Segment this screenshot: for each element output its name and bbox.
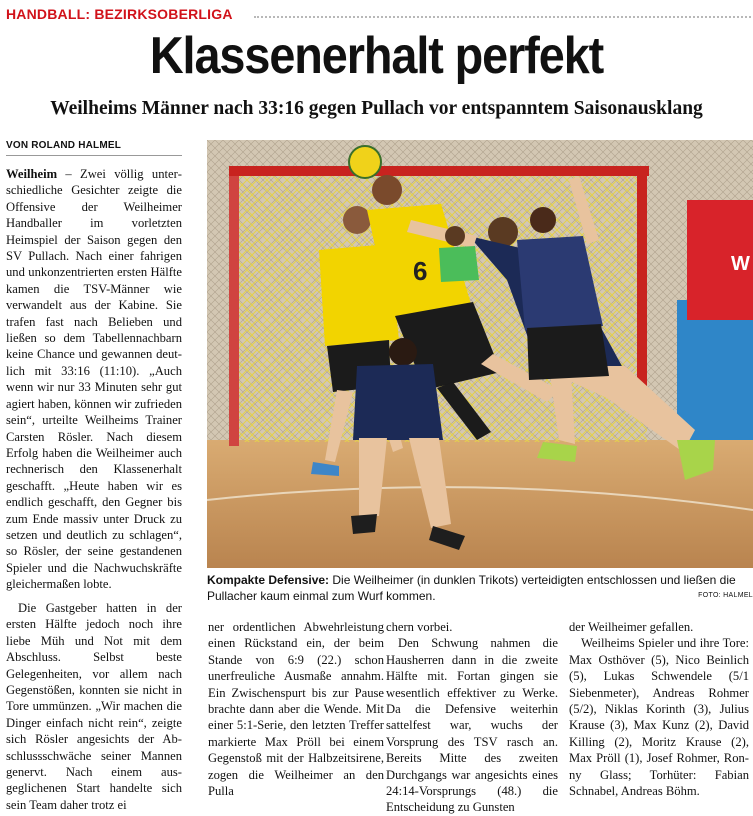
dateline: Weilheim	[6, 167, 58, 181]
handball-action-illustration	[207, 140, 753, 568]
section-label: HANDBALL: BEZIRKSOBERLIGA	[6, 6, 233, 22]
article-column-3	[386, 619, 558, 816]
lead-paragraph	[6, 166, 182, 593]
byline: VON ROLAND HALMEL	[6, 140, 122, 151]
paragraph-4-scorers: Weilheims Spieler und ihre Tore: Max Osthöver (5), Nico Beinlich (5), Lukas Schwendele (5/1 Siebenmeter), Andreas Rohmer (5/2), Niklas Korinth (3), Julius Krause (3), Max Kunz (2), David Killing (2), Moritz Krause (2), Max Pröll (1), Josef Rohmer, Ronny Glass; Torhüter: Fabian Schnabel, Andreas Böhm.	[569, 636, 749, 799]
blue-wall-panel	[677, 300, 753, 440]
court-floor	[207, 440, 753, 568]
paragraph-2-part-2: ner ordentlichen Abwehrleistung einen Rückstand ein, der beim Stande von 6:9 (22.) schon unerfreuliche Ausmaße annahm. Ein Zwischenspurt bis zur Pause brachte dann aber die Wende. Mit einer 5:1-Serie, den letzten Treffer markierte Max Pröll bei einem Gegenstoß mit der Halbzeitsirene, zogen die Weilheimer an den Pulla	[208, 620, 384, 799]
jersey-number: 6	[413, 256, 428, 286]
goal-crossbar	[229, 166, 649, 176]
paragraph-3-part-1: Den Schwung nahmen die Hausherren dann in die zweite Hälfte mit. Fortan gingen sie wesentlich effektiver zu Werke. Da die Defensive weiterhin sattelfest war, wuchs der Vorsprung des TSV rasch an. Bereits Mitte des zweiten Durchgangs war angesichts eines 24:14-Vorsprungs (48.) die Entscheidung zu Gunsten	[386, 636, 558, 815]
article-column-1-top	[6, 166, 182, 593]
kicker-dotted-rule	[254, 16, 751, 18]
article-column-4	[569, 619, 749, 799]
article-column-1-bottom	[6, 600, 182, 813]
paragraph-3-part-2: der Weilheimer gefallen.	[569, 620, 694, 634]
paragraph-2-part-3: chern vorbei.	[386, 620, 453, 634]
photo-credit: FOTO: HALMEL	[698, 592, 753, 599]
byline-rule	[6, 155, 182, 156]
paragraph-2-part-1: Die Gastgeber hatten in der ersten Hälfte jedoch noch ihre liebe Müh und Not mit dem Abschluss. Selbst beste Gelegenheiten, vor allem nach Gegenstößen, konnten sie nicht in Tore ummünzen. „Wir machen die Dinger einfach nicht rein“, zeigte sich Rösler angesichts der Abschlussschwäche seiner Mannen genervt. Nach einem ausgeglichenen Start handelte sich sein Team daher trotz ei	[6, 601, 182, 812]
goal-post-right	[637, 166, 647, 406]
section-kicker	[6, 4, 751, 24]
caption-lead: Kompakte Defensive:	[207, 573, 330, 587]
caption-text: Die Weilheimer (in dunklen Trikots) verteidigten entschlossen und ließen die Pullacher kaum einmal zum Wurf kommen.	[207, 573, 736, 603]
article-column-2	[208, 619, 384, 799]
goal-post-left-stripes	[229, 166, 239, 446]
photo-caption	[207, 572, 753, 604]
handball-photo	[207, 140, 753, 568]
headline: Klassenerhalt perfekt	[149, 27, 604, 85]
banner-text: W	[731, 253, 750, 275]
lead-text: – Zwei völlig unterschiedliche Gesichter zeigte die Offensive der Weilheimer Handballer im vorletzten Heimspiel der Saison gegen den SV Pullach. Nach einer fahrigen und unkonzentrierten ersten Hälfte kamen die TSV-Männer wie verwandelt aus der Kabine. Sie trafen fast nach Belieben und ließen so dem Tabellennachbarn keine Chance und gewannen deutlich mit 33:16 (11:10). „Auch wenn wir nur 33 Minuten sehr gut agiert haben, können wir zufrieden sein“, urteilte Weilheims Trainer Carsten Rösler. Nach diesem Erfolg haben die Weilheimer auch rechnerisch den Klassenerhalt geschafft. „Heute haben wir es endlich geschafft, den Gegner bis zum Ende massiv unter Druck zu setzen und deutlich zu schlagen“, so Rösler, der seine gestandenen Spieler und die Nachwuchskräfte gleichermaßen lobte.	[6, 167, 182, 592]
handball-ball	[349, 146, 381, 178]
subheadline: Weilheims Männer nach 33:16 gegen Pullach vor entspanntem Saisonausklang	[50, 98, 703, 119]
